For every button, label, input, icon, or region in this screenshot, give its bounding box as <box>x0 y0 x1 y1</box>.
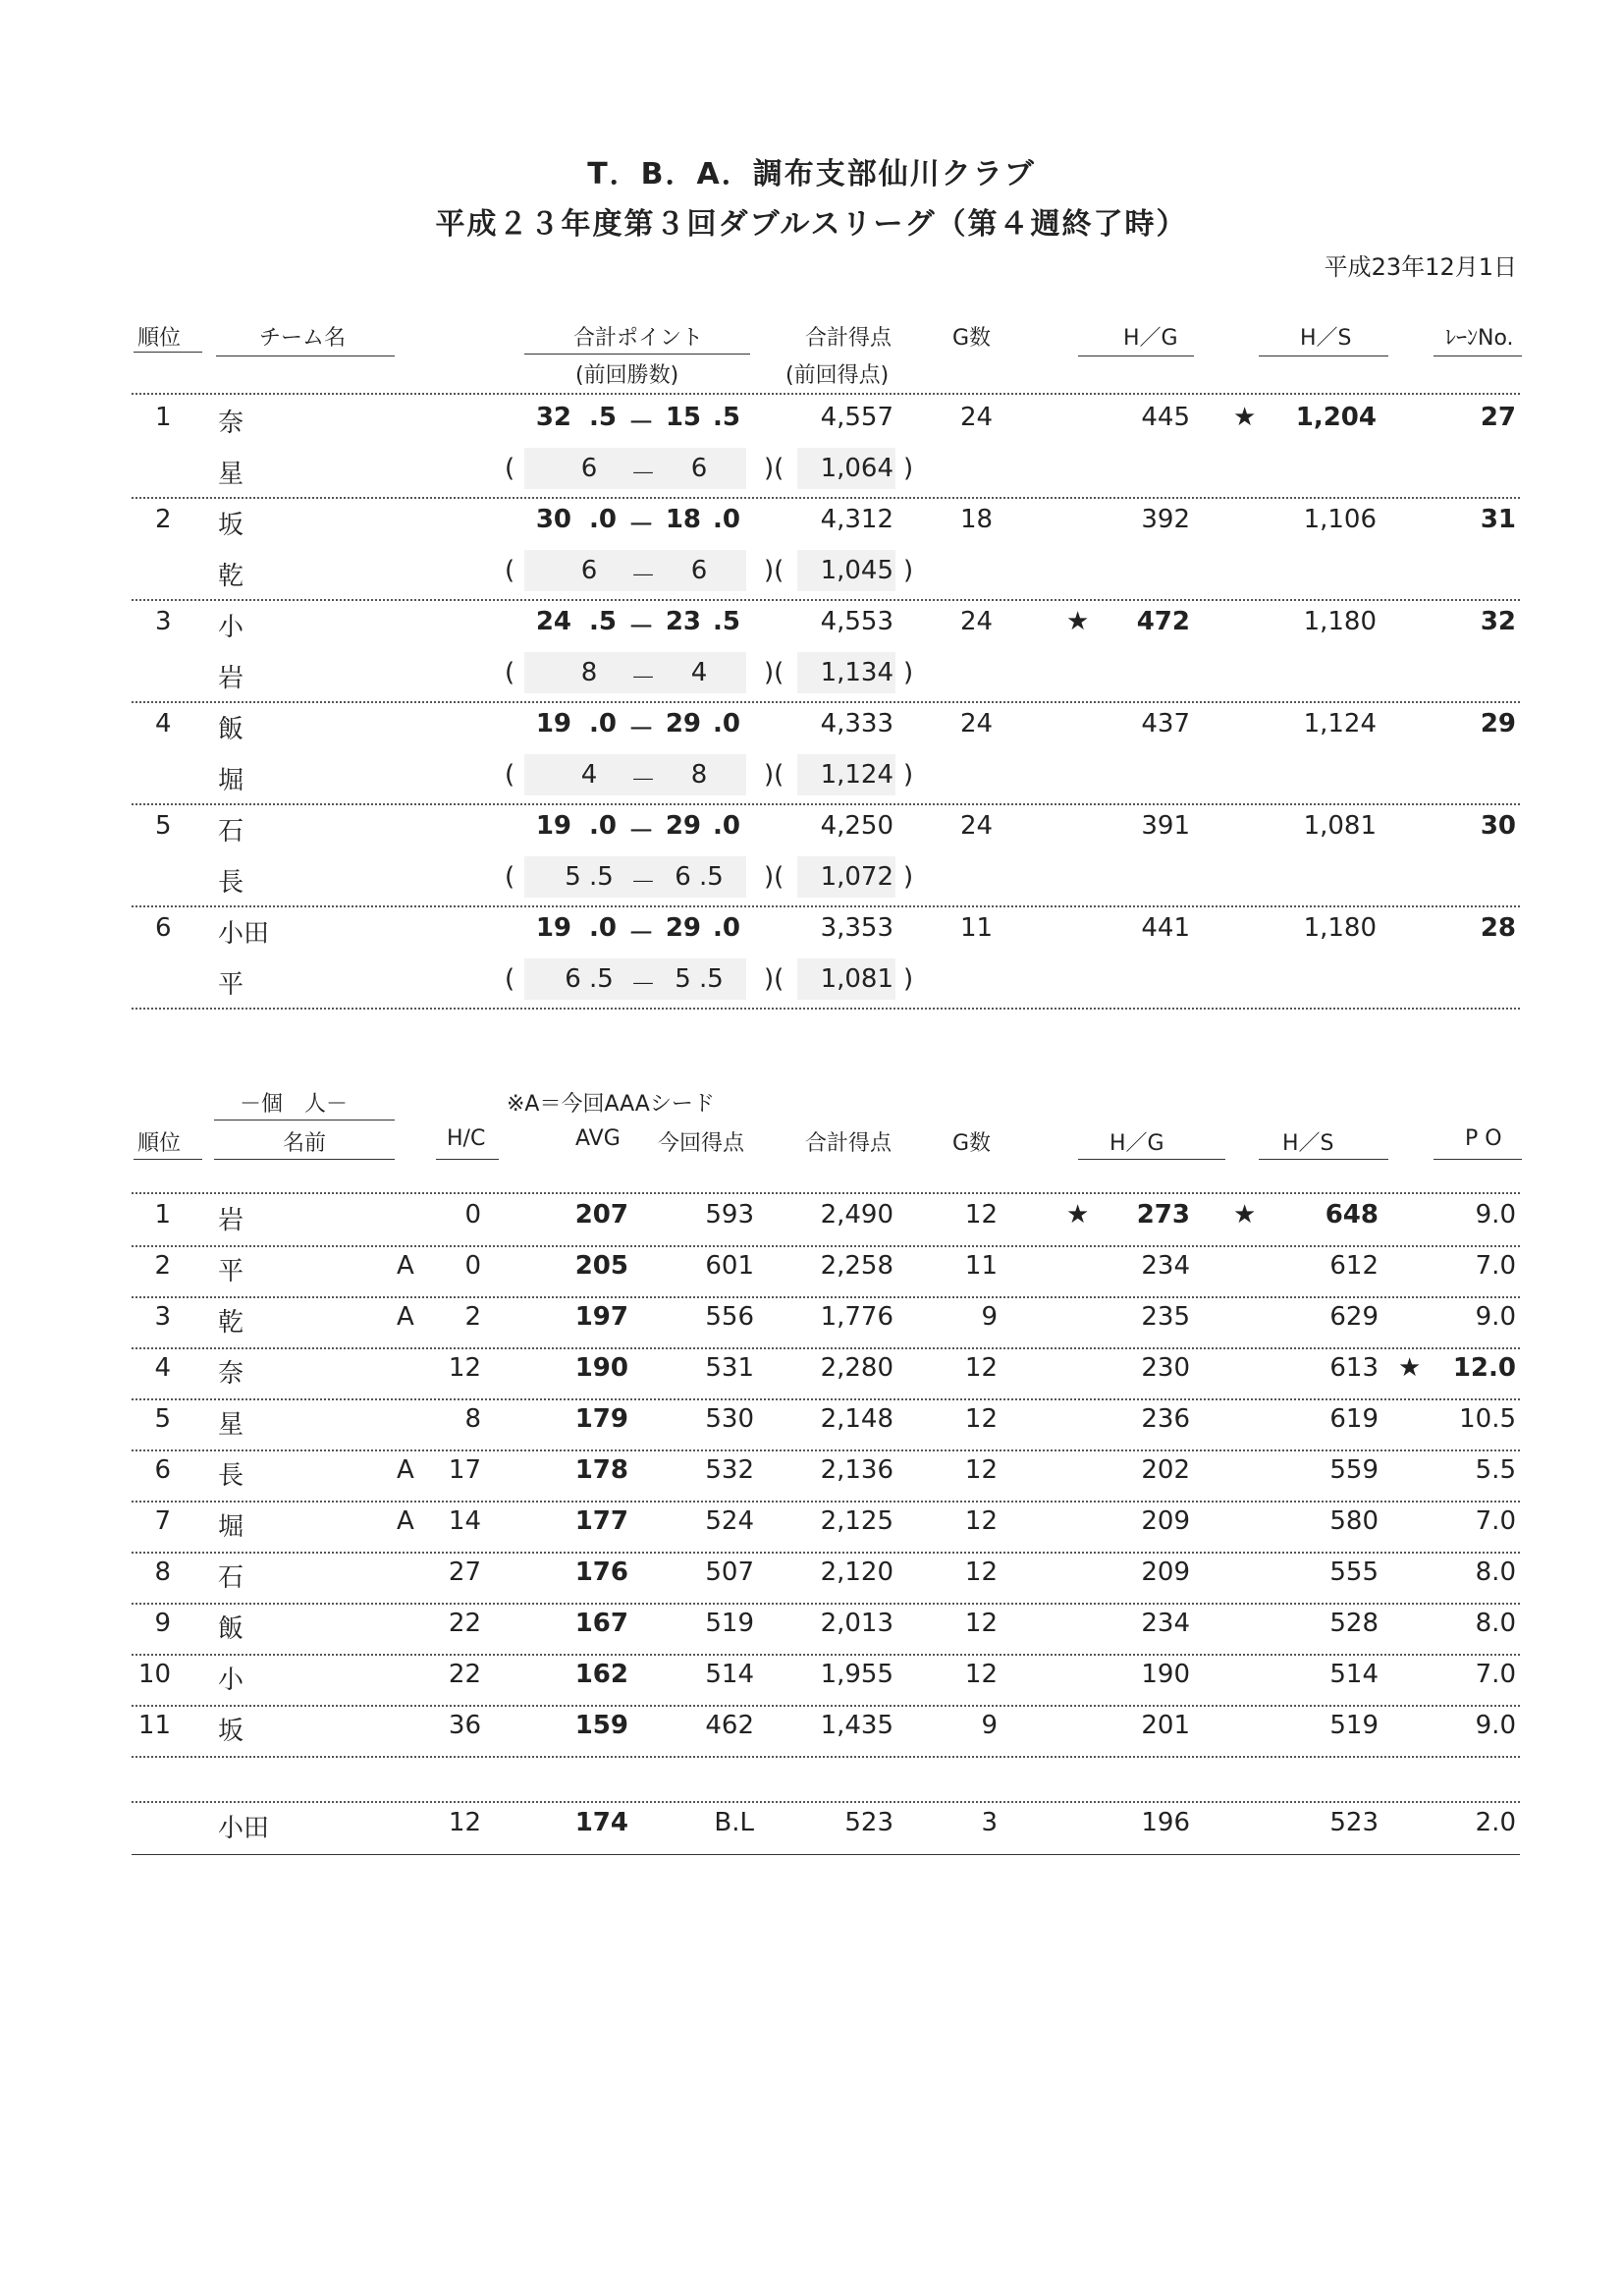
paren-mid: )( <box>764 658 784 687</box>
ind-seed: A <box>397 1506 414 1536</box>
points-right-decimal: .0 <box>713 709 740 738</box>
ind-header-avg: AVG <box>575 1126 621 1151</box>
ind-hc: 12 <box>448 1808 481 1837</box>
ind-hc: 27 <box>448 1558 481 1587</box>
paren-open: ( <box>505 454 515 483</box>
ind-avg: 159 <box>574 1711 628 1740</box>
team-header-divider <box>132 393 1520 395</box>
team-rank: 1 <box>155 403 172 432</box>
ind-row-divider <box>132 1398 1520 1400</box>
ind-hg: 190 <box>1141 1660 1190 1689</box>
ind-total: 1,955 <box>820 1660 893 1689</box>
points-left: 19 <box>535 709 571 738</box>
team-member-2: 乾 <box>218 562 244 591</box>
paren-mid: )( <box>764 556 784 585</box>
header-total-sub: (前回得点) <box>785 363 890 388</box>
paren-close: ) <box>903 760 914 790</box>
ind-po: 9.0 <box>1475 1302 1516 1332</box>
paren-mid: )( <box>764 862 784 892</box>
team-rank: 2 <box>155 505 172 534</box>
ind-name: 堀 <box>218 1512 244 1542</box>
ind-hs: 613 <box>1329 1353 1379 1383</box>
ind-games: 12 <box>964 1455 998 1485</box>
team-member-2: 星 <box>218 460 244 489</box>
team-rank: 3 <box>155 607 172 636</box>
team-prev-total: 1,134 <box>820 658 893 687</box>
ind-header-total: 合計得点 <box>805 1131 893 1156</box>
ind-avg: 205 <box>574 1251 628 1281</box>
ind-name: 岩 <box>218 1206 244 1235</box>
document-subtitle: 平成２３年度第３回ダブルスリーグ（第４週終了時） <box>435 207 1188 242</box>
seed-note: ※A＝今回AAAシード <box>507 1092 715 1117</box>
ind-header-hg: H／G <box>1109 1131 1164 1156</box>
team-prev-total: 1,072 <box>820 862 893 892</box>
ind-seed: A <box>397 1302 414 1332</box>
paren-mid: )( <box>764 454 784 483</box>
ind-rank: 11 <box>137 1711 171 1740</box>
points-dash: － <box>628 919 655 949</box>
paren-open: ( <box>505 760 515 790</box>
paren-open: ( <box>505 658 515 687</box>
ind-avg: 197 <box>574 1302 628 1332</box>
ind-current: 531 <box>705 1353 754 1383</box>
team-member-2: 長 <box>218 868 244 898</box>
team-games: 24 <box>960 709 994 738</box>
ind-hc: 17 <box>448 1455 481 1485</box>
ind-total: 2,136 <box>820 1455 893 1485</box>
points-right-decimal: .0 <box>713 505 740 534</box>
ind-current: 556 <box>705 1302 754 1332</box>
ind-header-cur: 今回得点 <box>658 1131 745 1156</box>
ind-hs: 648 <box>1325 1200 1379 1230</box>
ind-po: 12.0 <box>1452 1353 1516 1383</box>
ind-po: 8.0 <box>1475 1558 1516 1587</box>
ind-extra-divider-bottom <box>132 1854 1520 1855</box>
points-right: 23 <box>665 607 701 636</box>
team-lane: 28 <box>1480 913 1516 943</box>
ind-name: 平 <box>218 1257 244 1286</box>
points-right-decimal: .5 <box>713 403 740 432</box>
ind-hg: 196 <box>1141 1808 1190 1837</box>
header-points-sub: (前回勝数) <box>575 363 679 388</box>
team-total: 4,557 <box>820 403 893 432</box>
ind-po: 7.0 <box>1475 1660 1516 1689</box>
ind-extra-divider-top <box>132 1801 1520 1803</box>
team-games: 24 <box>960 811 994 841</box>
points-left: 19 <box>535 811 571 841</box>
ind-name: 坂 <box>218 1717 244 1746</box>
team-lane: 30 <box>1480 811 1516 841</box>
ind-hs: 519 <box>1329 1711 1379 1740</box>
points-left: 30 <box>535 505 571 534</box>
ind-avg: 167 <box>574 1609 628 1638</box>
prev-dash: － <box>630 460 657 489</box>
ind-total: 2,120 <box>820 1558 893 1587</box>
ind-hs: 612 <box>1329 1251 1379 1281</box>
paren-mid: )( <box>764 964 784 994</box>
team-member-1: 小 <box>218 613 244 642</box>
ind-name: 石 <box>218 1563 244 1593</box>
team-hg: 437 <box>1141 709 1190 738</box>
ind-hc: 22 <box>448 1660 481 1689</box>
ind-hs: 523 <box>1329 1808 1379 1837</box>
ind-name: 小田 <box>218 1814 270 1843</box>
ind-header-divider <box>132 1192 1520 1194</box>
ind-total: 2,258 <box>820 1251 893 1281</box>
ind-games: 12 <box>964 1558 998 1587</box>
points-dash: － <box>628 511 655 540</box>
team-member-2: 堀 <box>218 766 244 795</box>
team-lane: 29 <box>1480 709 1516 738</box>
paren-close: ) <box>903 658 914 687</box>
ind-avg: 174 <box>574 1808 628 1837</box>
ind-hc: 22 <box>448 1609 481 1638</box>
ind-hc: 0 <box>464 1251 481 1281</box>
ind-header-hs: H／S <box>1282 1131 1334 1156</box>
team-hs: 1,081 <box>1303 811 1377 841</box>
points-right: 18 <box>665 505 701 534</box>
prev-losses: 8 <box>690 760 708 790</box>
ind-games: 12 <box>964 1506 998 1536</box>
team-hs: 1,204 <box>1295 403 1377 432</box>
team-row-divider <box>132 599 1520 601</box>
ind-total: 2,125 <box>820 1506 893 1536</box>
points-right: 29 <box>665 811 701 841</box>
ind-hg: 235 <box>1141 1302 1190 1332</box>
paren-close: ) <box>903 964 914 994</box>
ind-hc: 36 <box>448 1711 481 1740</box>
ind-total: 2,280 <box>820 1353 893 1383</box>
paren-open: ( <box>505 964 515 994</box>
ind-name: 奈 <box>218 1359 244 1389</box>
ind-rank: 8 <box>154 1558 171 1587</box>
ind-name: 乾 <box>218 1308 244 1338</box>
paren-close: ) <box>903 454 914 483</box>
ind-hs: 555 <box>1329 1558 1379 1587</box>
points-right-decimal: .5 <box>713 607 740 636</box>
prev-dash: － <box>630 664 657 693</box>
team-row-divider <box>132 1008 1520 1010</box>
team-hg: 391 <box>1141 811 1190 841</box>
ind-current: 532 <box>705 1455 754 1485</box>
document-date: 平成23年12月1日 <box>1324 253 1517 281</box>
ind-total: 2,490 <box>820 1200 893 1230</box>
points-right: 29 <box>665 913 701 943</box>
team-prev-total: 1,045 <box>820 556 893 585</box>
points-left-decimal: .0 <box>589 811 617 841</box>
ind-hg: 209 <box>1141 1506 1190 1536</box>
ind-rank: 1 <box>154 1200 171 1230</box>
ind-hg: 201 <box>1141 1711 1190 1740</box>
points-dash: － <box>628 817 655 847</box>
team-prev-total: 1,064 <box>820 454 893 483</box>
ind-games: 9 <box>981 1302 998 1332</box>
ind-row-divider <box>132 1705 1520 1707</box>
ind-avg: 190 <box>574 1353 628 1383</box>
ind-name: 小 <box>218 1666 244 1695</box>
ind-hg: 230 <box>1141 1353 1190 1383</box>
team-hg: 445 <box>1141 403 1190 432</box>
paren-open: ( <box>505 862 515 892</box>
ind-avg: 179 <box>574 1404 628 1434</box>
team-prev-total: 1,081 <box>820 964 893 994</box>
ind-games: 12 <box>964 1660 998 1689</box>
team-hg: 392 <box>1141 505 1190 534</box>
points-left-decimal: .5 <box>589 607 617 636</box>
ind-po: 8.0 <box>1475 1609 1516 1638</box>
ind-games: 12 <box>964 1353 998 1383</box>
ind-row-divider <box>132 1756 1520 1758</box>
team-row-divider <box>132 905 1520 907</box>
ind-po: 9.0 <box>1475 1711 1516 1740</box>
ind-avg: 162 <box>574 1660 628 1689</box>
hs-star-icon: ★ <box>1233 1200 1257 1230</box>
prev-dash: － <box>630 766 657 795</box>
team-total: 4,250 <box>820 811 893 841</box>
team-row-divider <box>132 701 1520 703</box>
document-title: T．B．A．調布支部仙川クラブ <box>587 157 1036 191</box>
ind-hg: 234 <box>1141 1251 1190 1281</box>
ind-header-po: P O <box>1465 1126 1502 1151</box>
ind-name: 長 <box>218 1461 244 1491</box>
hs-star-icon: ★ <box>1233 403 1257 432</box>
ind-po: 2.0 <box>1475 1808 1516 1837</box>
team-total: 4,312 <box>820 505 893 534</box>
prev-dash: － <box>630 868 657 898</box>
ind-po: 7.0 <box>1475 1506 1516 1536</box>
ind-hs: 514 <box>1329 1660 1379 1689</box>
paren-mid: )( <box>764 760 784 790</box>
points-left-decimal: .0 <box>589 709 617 738</box>
points-right-decimal: .0 <box>713 913 740 943</box>
points-left: 32 <box>535 403 571 432</box>
prev-dash: － <box>630 970 657 1000</box>
ind-total: 523 <box>844 1808 893 1837</box>
ind-row-divider <box>132 1501 1520 1503</box>
prev-losses: 4 <box>690 658 708 687</box>
team-total: 4,333 <box>820 709 893 738</box>
ind-total: 1,776 <box>820 1302 893 1332</box>
header-points: 合計ポイント <box>573 326 704 351</box>
team-lane: 32 <box>1480 607 1516 636</box>
ind-current: 524 <box>705 1506 754 1536</box>
team-member-2: 平 <box>218 970 244 1000</box>
team-games: 18 <box>960 505 994 534</box>
ind-games: 3 <box>981 1808 998 1837</box>
points-left: 24 <box>535 607 571 636</box>
team-hs: 1,106 <box>1303 505 1377 534</box>
points-right: 15 <box>665 403 701 432</box>
team-hs: 1,180 <box>1303 913 1377 943</box>
ind-seed: A <box>397 1251 414 1281</box>
prev-wins: 6 <box>580 454 598 483</box>
ind-po: 10.5 <box>1459 1404 1516 1434</box>
team-total: 4,553 <box>820 607 893 636</box>
ind-seed: A <box>397 1455 414 1485</box>
ind-po: 9.0 <box>1475 1200 1516 1230</box>
ind-rank: 9 <box>154 1609 171 1638</box>
prev-wins: 4 <box>580 760 598 790</box>
points-left-decimal: .5 <box>589 403 617 432</box>
ind-hc: 2 <box>464 1302 481 1332</box>
team-rank: 4 <box>155 709 172 738</box>
team-hs: 1,180 <box>1303 607 1377 636</box>
ind-hs: 528 <box>1329 1609 1379 1638</box>
ind-current: 462 <box>705 1711 754 1740</box>
ind-row-divider <box>132 1245 1520 1247</box>
ind-hg: 202 <box>1141 1455 1190 1485</box>
team-rank: 5 <box>155 811 172 841</box>
ind-row-divider <box>132 1552 1520 1554</box>
ind-hg: 273 <box>1136 1200 1190 1230</box>
prev-losses: 5 .5 <box>675 964 724 994</box>
team-member-1: 小田 <box>218 919 270 949</box>
team-member-1: 石 <box>218 817 244 847</box>
ind-row-divider <box>132 1296 1520 1298</box>
prev-wins: 8 <box>580 658 598 687</box>
ind-current: 593 <box>705 1200 754 1230</box>
team-games: 24 <box>960 403 994 432</box>
ind-avg: 176 <box>574 1558 628 1587</box>
hg-star-icon: ★ <box>1066 1200 1090 1230</box>
ind-po: 7.0 <box>1475 1251 1516 1281</box>
team-games: 11 <box>960 913 994 943</box>
ind-hs: 580 <box>1329 1506 1379 1536</box>
team-member-1: 奈 <box>218 409 244 438</box>
prev-losses: 6 .5 <box>675 862 724 892</box>
ind-hc: 14 <box>448 1506 481 1536</box>
ind-hs: 629 <box>1329 1302 1379 1332</box>
ind-games: 12 <box>964 1200 998 1230</box>
ind-total: 2,148 <box>820 1404 893 1434</box>
team-rank: 6 <box>155 913 172 943</box>
ind-hg: 209 <box>1141 1558 1190 1587</box>
prev-wins: 6 .5 <box>565 964 614 994</box>
prev-dash: － <box>630 562 657 591</box>
hg-star-icon: ★ <box>1066 607 1090 636</box>
team-games: 24 <box>960 607 994 636</box>
points-dash: － <box>628 409 655 438</box>
ind-games: 12 <box>964 1609 998 1638</box>
prev-losses: 6 <box>690 454 708 483</box>
ind-header-hc: H/C <box>447 1126 486 1151</box>
header-hg: H／G <box>1123 326 1178 351</box>
points-right: 29 <box>665 709 701 738</box>
ind-hg: 234 <box>1141 1609 1190 1638</box>
ind-games: 11 <box>964 1251 998 1281</box>
team-prev-total: 1,124 <box>820 760 893 790</box>
po-star-icon: ★ <box>1398 1353 1422 1383</box>
team-member-1: 飯 <box>218 715 244 744</box>
header-team: チーム名 <box>259 326 347 351</box>
ind-hs: 559 <box>1329 1455 1379 1485</box>
ind-po: 5.5 <box>1475 1455 1516 1485</box>
ind-rank: 6 <box>154 1455 171 1485</box>
team-hg: 472 <box>1136 607 1190 636</box>
ind-rank: 2 <box>154 1251 171 1281</box>
points-dash: － <box>628 613 655 642</box>
team-hs: 1,124 <box>1303 709 1377 738</box>
ind-rank: 7 <box>154 1506 171 1536</box>
ind-current: 601 <box>705 1251 754 1281</box>
team-total: 3,353 <box>820 913 893 943</box>
header-total: 合計得点 <box>805 326 893 351</box>
ind-rank: 4 <box>154 1353 171 1383</box>
ind-hc: 0 <box>464 1200 481 1230</box>
header-hs: H／S <box>1300 326 1352 351</box>
individual-section-title: －個 人－ <box>240 1092 349 1117</box>
ind-header-rank: 順位 <box>137 1131 182 1156</box>
ind-row-divider <box>132 1654 1520 1656</box>
paren-open: ( <box>505 556 515 585</box>
ind-hg: 236 <box>1141 1404 1190 1434</box>
ind-name: 星 <box>218 1410 244 1440</box>
ind-total: 1,435 <box>820 1711 893 1740</box>
ind-avg: 207 <box>574 1200 628 1230</box>
ind-rank: 5 <box>154 1404 171 1434</box>
team-row-divider <box>132 497 1520 499</box>
points-left: 19 <box>535 913 571 943</box>
points-left-decimal: .0 <box>589 505 617 534</box>
ind-row-divider <box>132 1347 1520 1349</box>
ind-row-divider <box>132 1603 1520 1605</box>
ind-header-games: G数 <box>952 1131 992 1156</box>
team-hg: 441 <box>1141 913 1190 943</box>
ind-current: 530 <box>705 1404 754 1434</box>
ind-games: 9 <box>981 1711 998 1740</box>
team-lane: 31 <box>1480 505 1516 534</box>
header-games: G数 <box>952 326 992 351</box>
ind-total: 2,013 <box>820 1609 893 1638</box>
ind-rank: 3 <box>154 1302 171 1332</box>
ind-hs: 619 <box>1329 1404 1379 1434</box>
prev-losses: 6 <box>690 556 708 585</box>
ind-current: 507 <box>705 1558 754 1587</box>
ind-rank: 10 <box>137 1660 171 1689</box>
points-dash: － <box>628 715 655 744</box>
header-lane: ﾚｰﾝNo. <box>1445 326 1514 351</box>
ind-name: 飯 <box>218 1614 244 1644</box>
paren-close: ) <box>903 556 914 585</box>
team-lane: 27 <box>1480 403 1516 432</box>
team-member-1: 坂 <box>218 511 244 540</box>
ind-avg: 178 <box>574 1455 628 1485</box>
ind-header-name: 名前 <box>283 1131 327 1156</box>
ind-current: 519 <box>705 1609 754 1638</box>
ind-current: 514 <box>705 1660 754 1689</box>
team-member-2: 岩 <box>218 664 244 693</box>
prev-wins: 5 .5 <box>565 862 614 892</box>
ind-row-divider <box>132 1449 1520 1451</box>
paren-close: ) <box>903 862 914 892</box>
ind-hc: 12 <box>448 1353 481 1383</box>
points-left-decimal: .0 <box>589 913 617 943</box>
ind-games: 12 <box>964 1404 998 1434</box>
ind-hc: 8 <box>464 1404 481 1434</box>
header-rank: 順位 <box>137 326 182 351</box>
team-row-divider <box>132 803 1520 805</box>
ind-avg: 177 <box>574 1506 628 1536</box>
ind-current: B.L <box>714 1808 754 1837</box>
prev-wins: 6 <box>580 556 598 585</box>
points-right-decimal: .0 <box>713 811 740 841</box>
